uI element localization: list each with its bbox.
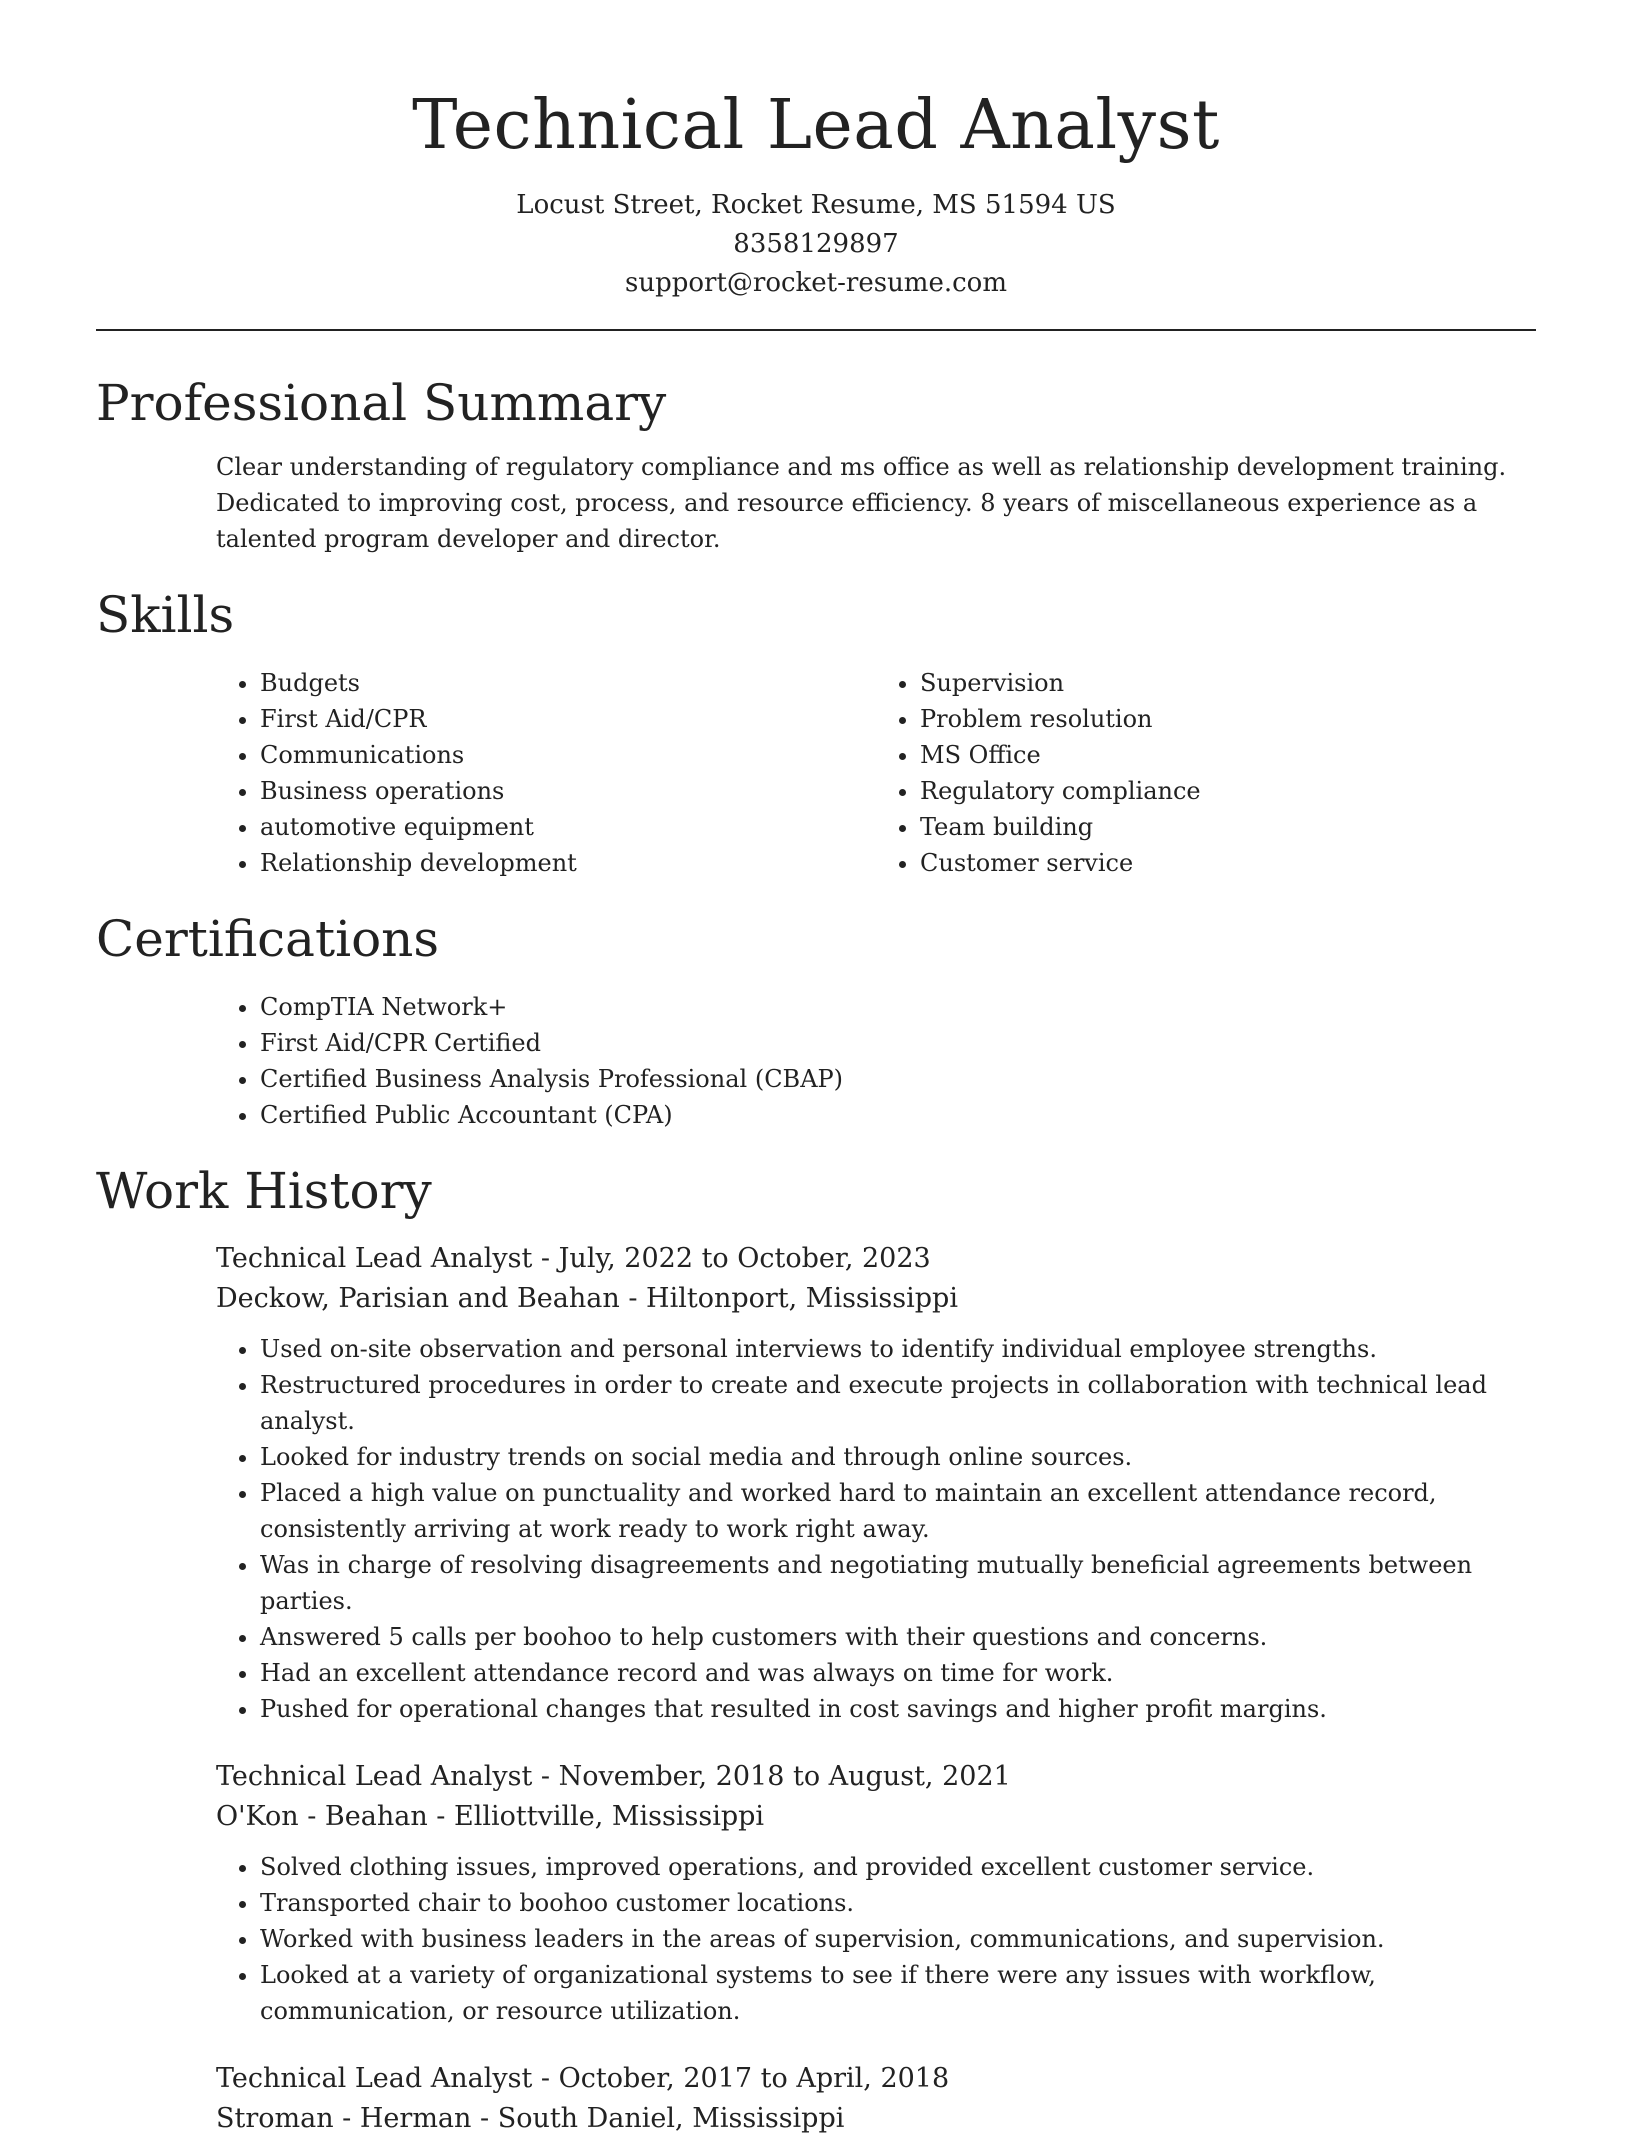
list-item: • Certified Business Analysis Professional (CBAP) [260, 1061, 1536, 1097]
list-item: • Regulatory compliance [920, 773, 1536, 809]
header-divider [96, 329, 1536, 331]
resume-page [96, 0, 1536, 2139]
list-item: • MS Office [920, 737, 1536, 773]
list-item: • CompTIA Network+ [260, 989, 1536, 1025]
skills-list [216, 665, 1536, 881]
list-item: • First Aid/CPR Certified [260, 1025, 1536, 1061]
job-bullet-list [216, 1849, 1536, 2029]
list-item: • Used on-site observation and personal interviews to identify individual employee strengths. [260, 1331, 1536, 1367]
list-item: • Transported chair to boohoo customer locations. [260, 1885, 1536, 1921]
certifications-list [216, 989, 1536, 1133]
summary-heading: Professional Summary [96, 374, 667, 432]
skills-heading: Skills [96, 586, 235, 644]
work-history-heading: Work History [96, 1162, 432, 1220]
job-company-line: Deckow, Parisian and Beahan - Hiltonport, Mississippi [216, 1283, 958, 1314]
list-item: • Budgets [260, 665, 876, 701]
job-company-line: O'Kon - Beahan - Elliottville, Mississippi [216, 1801, 765, 1832]
job-entry [96, 2059, 1536, 2139]
list-item: • First Aid/CPR [260, 701, 876, 737]
list-item: • Relationship development [260, 845, 876, 881]
list-item: • Team building [920, 809, 1536, 845]
contact-email: support@rocket-resume.com [624, 268, 1007, 298]
list-item: • Customer service [920, 845, 1536, 881]
job-title-line: Technical Lead Analyst - October, 2017 to April, 2018 [216, 2063, 950, 2094]
list-item: • Certified Public Accountant (CPA) [260, 1097, 1536, 1133]
job-bullet-list [216, 1331, 1536, 1727]
list-item: • Supervision [920, 665, 1536, 701]
summary-text: Clear understanding of regulatory compliance and ms office as well as relationship development training. Dedicated to improving cost, process, and resource efficiency. 8 years of miscellaneous experience as a talented program developer and director. [216, 453, 1507, 553]
list-item: • Business operations [260, 773, 876, 809]
list-item: • Answered 5 calls per boohoo to help customers with their questions and concerns. [260, 1619, 1536, 1655]
job-entry [96, 1239, 1536, 1727]
list-item: • Pushed for operational changes that resulted in cost savings and higher profit margins. [260, 1691, 1536, 1727]
contact-block [96, 186, 1536, 303]
certifications-heading: Certifications [96, 910, 440, 968]
job-company-line: Stroman - Herman - South Daniel, Mississippi [216, 2103, 845, 2134]
list-item: • Looked at a variety of organizational systems to see if there were any issues with workflow, communication, or resource utilization. [260, 1957, 1536, 2029]
job-title-line: Technical Lead Analyst - November, 2018 to August, 2021 [216, 1761, 1011, 1792]
list-item: • Worked with business leaders in the areas of supervision, communications, and supervision. [260, 1921, 1536, 1957]
list-item: • Problem resolution [920, 701, 1536, 737]
list-item: • Looked for industry trends on social media and through online sources. [260, 1439, 1536, 1475]
job-title-line: Technical Lead Analyst - July, 2022 to October, 2023 [216, 1243, 931, 1274]
list-item: • Restructured procedures in order to create and execute projects in collaboration with technical lead analyst. [260, 1367, 1536, 1439]
list-item: • automotive equipment [260, 809, 876, 845]
resume-name: Technical Lead Analyst [412, 86, 1220, 165]
skills-column-left [216, 665, 876, 881]
contact-phone: 8358129897 [733, 229, 899, 259]
list-item: • Placed a high value on punctuality and worked hard to maintain an excellent attendance record, consistently arriving at work ready to work right away. [260, 1475, 1536, 1547]
skills-column-right [876, 665, 1536, 881]
job-entry [96, 1757, 1536, 2029]
contact-address: Locust Street, Rocket Resume, MS 51594 US [516, 190, 1116, 220]
list-item: • Was in charge of resolving disagreements and negotiating mutually beneficial agreements between parties. [260, 1547, 1536, 1619]
list-item: • Communications [260, 737, 876, 773]
list-item: • Had an excellent attendance record and was always on time for work. [260, 1655, 1536, 1691]
list-item: • Solved clothing issues, improved operations, and provided excellent customer service. [260, 1849, 1536, 1885]
